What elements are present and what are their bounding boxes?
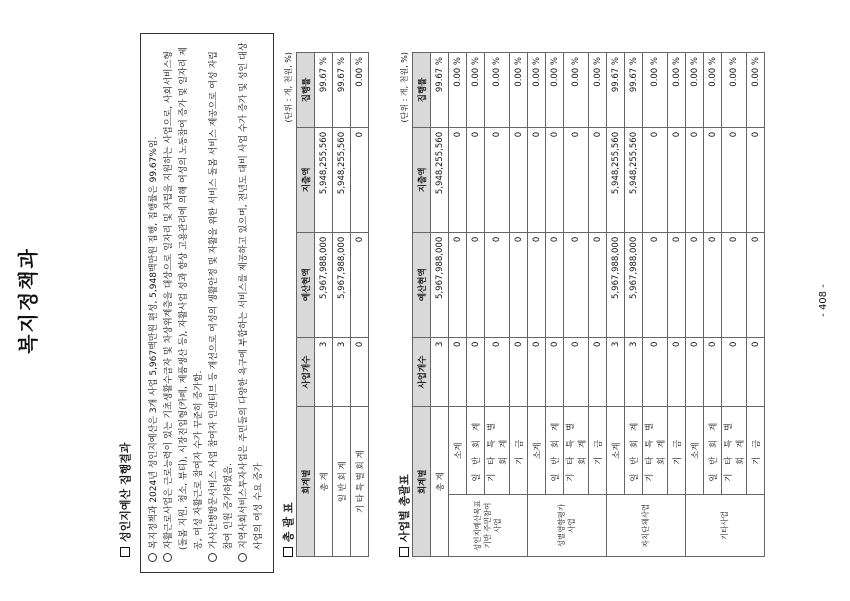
- overview-header-row: [297, 53, 315, 557]
- program-table: [412, 52, 765, 557]
- count-cell: 0: [510, 337, 528, 407]
- spent-cell: 0: [564, 127, 589, 232]
- table-row: [485, 53, 510, 557]
- rate-cell: 0.00 %: [351, 53, 369, 128]
- summary-item: [147, 42, 162, 562]
- spent-cell: 5,948,255,560: [607, 127, 625, 232]
- count-cell: 0: [485, 337, 510, 407]
- budget-cell: 5,967,988,000: [625, 232, 643, 337]
- row-label: 소계: [607, 407, 625, 495]
- row-label: 총 계: [431, 407, 449, 557]
- rate-cell: 99.67 %: [625, 53, 643, 128]
- overview-table: [296, 52, 369, 557]
- spent-cell: 0: [668, 127, 686, 232]
- count-cell: 0: [704, 337, 722, 407]
- budget-cell: 0: [668, 232, 686, 337]
- rate-cell: 0.00 %: [668, 53, 686, 128]
- summary-item: [162, 42, 207, 562]
- rate-cell: 0.00 %: [564, 53, 589, 128]
- row-label: 기 금: [747, 407, 765, 495]
- count-cell: 0: [686, 337, 704, 407]
- rate-cell: 0.00 %: [528, 53, 546, 128]
- table-row: [607, 53, 625, 557]
- count-cell: 3: [625, 337, 643, 407]
- count-cell: 0: [546, 337, 564, 407]
- table-row: [467, 53, 485, 557]
- spent-cell: 0: [589, 127, 607, 232]
- group-label: 자치단체사업: [607, 495, 686, 557]
- budget-cell: 5,967,988,000: [607, 232, 625, 337]
- rate-cell: 0.00 %: [643, 53, 668, 128]
- budget-cell: 0: [643, 232, 668, 337]
- count-cell: 0: [351, 337, 369, 407]
- table-row: [564, 53, 589, 557]
- spent-cell: 0: [528, 127, 546, 232]
- unit-label: (단위 : 개, 천원, %): [284, 52, 293, 123]
- budget-cell: 5,967,988,000: [431, 232, 449, 337]
- rate-cell: 0.00 %: [704, 53, 722, 128]
- table-row: [510, 53, 528, 557]
- budget-cell: 0: [704, 232, 722, 337]
- spent-cell: 0: [351, 127, 369, 232]
- spent-cell: 0: [722, 127, 747, 232]
- overview-section-heading: [280, 502, 296, 557]
- spent-cell: 0: [510, 127, 528, 232]
- col-header-account: 회계별: [297, 407, 315, 557]
- spent-cell: 0: [643, 127, 668, 232]
- rate-cell: 0.00 %: [546, 53, 564, 128]
- table-row: [315, 53, 333, 557]
- row-label: 기 금: [589, 407, 607, 495]
- count-cell: 0: [467, 337, 485, 407]
- budget-cell: 0: [467, 232, 485, 337]
- rate-cell: 0.00 %: [485, 53, 510, 128]
- table-row: [704, 53, 722, 557]
- table-row: [668, 53, 686, 557]
- summary-text: 자활근로사업은 근로능력이 있는 기초생활수급자 및 차상위계층을 대상으로 일자리 및 자립을 지원하는 사업으로, 사회서비스형(돌봄 지원, 청소, 뷰티), 시장진입형(카페, 제품생산 등), 자활사업 성과 향상 고용관리에 의해 여성의 노동참여 증가 및 일자리 제공, 여성 자활근로 참여자 수가 꾸준히 증가함.: [164, 47, 204, 550]
- total-row: [431, 53, 449, 557]
- row-label: 소계: [449, 407, 467, 495]
- rate-cell: 0.00 %: [510, 53, 528, 128]
- col-header-account: 회계별: [413, 407, 431, 557]
- row-label: 기 타 특 별 회 계: [351, 407, 369, 557]
- table-row: [333, 53, 351, 557]
- rate-cell: 0.00 %: [722, 53, 747, 128]
- count-cell: 0: [747, 337, 765, 407]
- spent-cell: 0: [747, 127, 765, 232]
- table-row: [747, 53, 765, 557]
- spent-cell: 0: [686, 127, 704, 232]
- page-title: 복지정책과: [16, 247, 40, 354]
- table-row: [546, 53, 564, 557]
- count-cell: 0: [528, 337, 546, 407]
- summary-item: [237, 42, 267, 562]
- budget-cell: 0: [528, 232, 546, 337]
- col-header-count: 사업개수: [297, 337, 315, 407]
- budget-cell: 0: [449, 232, 467, 337]
- table-row: [643, 53, 668, 557]
- summary-text: 복지정책과 2024년 성인지예산은 3개 사업 5,967백만원 편성, 5,948백만원 집행, 집행률은 99.67%임.: [149, 136, 159, 549]
- spent-cell: 0: [467, 127, 485, 232]
- row-label: 기 타 특 별 회 계: [643, 407, 668, 495]
- count-cell: 3: [333, 337, 351, 407]
- spent-cell: 0: [704, 127, 722, 232]
- budget-cell: 0: [510, 232, 528, 337]
- table-row: [722, 53, 747, 557]
- budget-cell: 0: [546, 232, 564, 337]
- table-row: [449, 53, 467, 557]
- rate-cell: 99.67 %: [333, 53, 351, 128]
- group-label: 기타사업: [686, 495, 765, 557]
- budget-cell: 0: [722, 232, 747, 337]
- budget-cell: 0: [485, 232, 510, 337]
- spent-cell: 0: [546, 127, 564, 232]
- budget-cell: 0: [351, 232, 369, 337]
- count-cell: 0: [668, 337, 686, 407]
- count-cell: 3: [315, 337, 333, 407]
- rate-cell: 99.67 %: [315, 53, 333, 128]
- row-label: 기 타 특 별 회 계: [485, 407, 510, 495]
- col-header-rate: 집행률: [297, 53, 315, 128]
- spent-cell: 5,948,255,560: [333, 127, 351, 232]
- program-heading-text: 사업별 총괄표: [398, 474, 411, 542]
- square-bullet-icon: [399, 547, 409, 557]
- col-header-budget: 예산현액: [413, 232, 431, 337]
- spent-cell: 5,948,255,560: [625, 127, 643, 232]
- row-label: 일 반 회 계: [467, 407, 485, 495]
- col-header-spent: 지출액: [413, 127, 431, 232]
- square-bullet-icon: [283, 547, 293, 557]
- rate-cell: 0.00 %: [467, 53, 485, 128]
- summary-text: 가사간병방문서비스 사업 참여자 인센티브 등 개선으로 여성의 생활안정 및 자활을 위한 서비스 돌봄 서비스 제공으로 여성 자립 참여 인원 증가하였음.: [209, 51, 234, 550]
- performance-heading-text: 성인지예산 집행결과: [119, 442, 132, 542]
- col-header-count: 사업개수: [413, 337, 431, 407]
- program-section-heading: [396, 474, 412, 557]
- row-label: 기 금: [668, 407, 686, 495]
- square-bullet-icon: [120, 547, 130, 557]
- summary-item: [207, 42, 237, 562]
- circle-bullet-icon: [148, 553, 157, 562]
- overview-heading-text: 총 괄 표: [282, 502, 295, 542]
- row-label: 총 계: [315, 407, 333, 557]
- unit-label-2: (단위 : 개, 천원, %): [400, 52, 409, 123]
- rate-cell: 99.67 %: [607, 53, 625, 128]
- program-header-row: [413, 53, 431, 557]
- count-cell: 0: [449, 337, 467, 407]
- group-label: 성인지예산목표기반 주민참여사업: [449, 495, 528, 557]
- table-row: [686, 53, 704, 557]
- circle-bullet-icon: [163, 553, 172, 562]
- rate-cell: 0.00 %: [686, 53, 704, 128]
- budget-cell: 0: [686, 232, 704, 337]
- row-label: 일 반 회 계: [333, 407, 351, 557]
- row-label: 기 금: [510, 407, 528, 495]
- table-row: [589, 53, 607, 557]
- rate-cell: 0.00 %: [449, 53, 467, 128]
- count-cell: 0: [643, 337, 668, 407]
- row-label: 일 반 회 계: [625, 407, 643, 495]
- col-header-budget: 예산현액: [297, 232, 315, 337]
- row-label: 기 타 특 별 회 계: [564, 407, 589, 495]
- row-label: 일 반 회 계: [704, 407, 722, 495]
- rate-cell: 0.00 %: [589, 53, 607, 128]
- table-row: [528, 53, 546, 557]
- col-header-spent: 지출액: [297, 127, 315, 232]
- count-cell: 0: [564, 337, 589, 407]
- circle-bullet-icon: [208, 553, 217, 562]
- summary-box: [140, 33, 274, 573]
- count-cell: 0: [589, 337, 607, 407]
- row-label: 소계: [686, 407, 704, 495]
- spent-cell: 0: [449, 127, 467, 232]
- budget-cell: 0: [589, 232, 607, 337]
- budget-cell: 0: [564, 232, 589, 337]
- spent-cell: 5,948,255,560: [315, 127, 333, 232]
- count-cell: 3: [431, 337, 449, 407]
- row-label: 일 반 회 계: [546, 407, 564, 495]
- row-label: 소계: [528, 407, 546, 495]
- col-header-rate: 집행률: [413, 53, 431, 128]
- budget-cell: 5,967,988,000: [315, 232, 333, 337]
- count-cell: 0: [722, 337, 747, 407]
- count-cell: 3: [607, 337, 625, 407]
- performance-section-heading: [117, 443, 133, 557]
- budget-cell: 5,967,988,000: [333, 232, 351, 337]
- budget-cell: 0: [747, 232, 765, 337]
- rate-cell: 99.67 %: [431, 53, 449, 128]
- table-row: [351, 53, 369, 557]
- summary-text: 지역사회서비스투자사업은 주민들의 다양한 욕구에 부합하는 서비스를 제공하고 있으며, 전년도 대비 사업 수가 증가 및 성인 대상 사업의 여성 수요 증가: [239, 42, 264, 550]
- rate-cell: 0.00 %: [747, 53, 765, 128]
- row-label: 기 타 특 별 회 계: [722, 407, 747, 495]
- circle-bullet-icon: [238, 553, 247, 562]
- group-label: 성별영향평가 사업: [528, 495, 607, 557]
- spent-cell: 0: [485, 127, 510, 232]
- page-number: - 408 -: [818, 284, 829, 317]
- table-row: [625, 53, 643, 557]
- spent-cell: 5,948,255,560: [431, 127, 449, 232]
